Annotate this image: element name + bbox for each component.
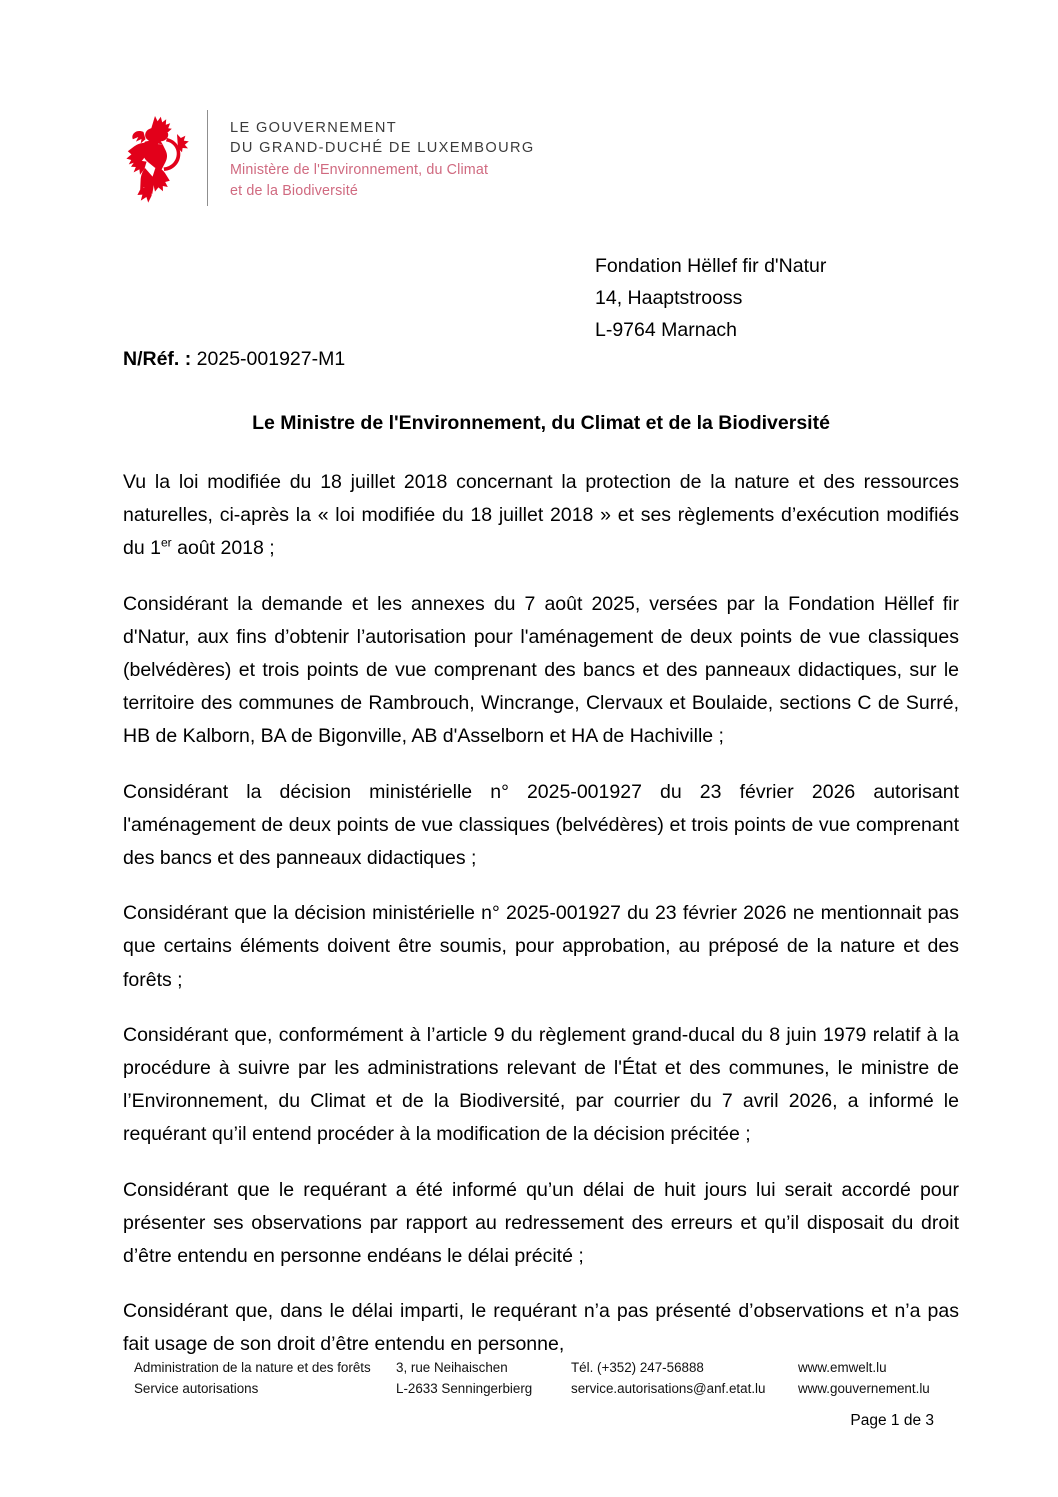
footer-website-gouvernement[interactable]: www.gouvernement.lu: [798, 1381, 930, 1396]
paragraph-1-part-b: août 2018 ;: [171, 537, 275, 560]
page-number: Page 1 de 3: [850, 1412, 934, 1429]
footer-web-column: [798, 1357, 944, 1399]
footer-service-name: Service autorisations: [134, 1381, 259, 1396]
paragraph-7: Considérant que, dans le délai imparti, le requérant n’a pas présenté d’observations et n’a pas fait usage de son droit d’être entendu en personne,: [123, 1300, 959, 1356]
recipient-address: [595, 250, 826, 346]
footer-website-emwelt[interactable]: www.emwelt.lu: [798, 1360, 887, 1375]
ministry-line-1: Ministère de l'Environnement, du Climat: [230, 162, 489, 178]
footer-phone: Tél. (+352) 247-56888: [571, 1360, 704, 1375]
footer-street: 3, rue Neihaischen: [396, 1360, 508, 1375]
paragraph-1: [123, 466, 959, 566]
footer-department-column: [134, 1357, 396, 1399]
footer-address-column: [396, 1357, 571, 1399]
government-line-2: DU GRAND-DUCHÉ DE LUXEMBOURG: [230, 140, 535, 156]
letterhead-text: [230, 108, 535, 202]
paragraph-1-part-a: Vu la loi modifiée du 18 juillet 2018 concernant la protection de la nature et des ressources naturelles, ci-après la « loi modifiée du 18 juillet 2018 » et ses règlements d’exécution modifiés du 1: [123, 471, 959, 560]
reference-label: N/Réf. :: [123, 348, 192, 370]
recipient-city: L-9764 Marnach: [595, 319, 738, 341]
government-line-1: LE GOUVERNEMENT: [230, 120, 398, 136]
paragraph-3: Considérant la décision ministérielle n° 2025-001927 du 23 février 2026 autorisant l'aménagement de deux points de vue classiques (belvédères) et trois points de vue comprenant des bancs et des panneaux didactiques ;: [123, 780, 959, 870]
paragraph-5: Considérant que, conformément à l’article 9 du règlement grand-ducal du 8 juin 1979 relatif à la procédure à suivre par les administrations relevant de l'État et des communes, le ministre de l’Environnement, du Climat et de la Biodiversité, par courrier du 7 avril 2026, a informé le requérant qu’il entend procéder à la modification de la décision précitée ;: [123, 1023, 959, 1146]
page-footer: [134, 1357, 944, 1399]
letterhead: [123, 108, 535, 208]
page-title: Le Ministre de l'Environnement, du Climat et de la Biodiversité: [252, 412, 830, 434]
paragraph-2: Considérant la demande et les annexes du 7 août 2025, versées par la Fondation Hëllef fir d'Natur, aux fins d’obtenir l’autorisation pour l'aménagement de deux points de vue classiques (belvédères) et trois points de vue comprenant des bancs et des panneaux didactiques, sur le territoire des communes de Rambrouch, Wincrange, Clervaux et Boulaide, sections C de Surré, HB de Kalborn, BA de Bigonville, AB d'Asselborn et HA de Hachiville ;: [123, 592, 959, 748]
paragraph-6: Considérant que le requérant a été informé qu’un délai de huit jours lui serait accordé pour présenter ses observations par rapport au redressement des erreurs et qu’il disposait du droit d’être entendu en personne endéans le délai précité ;: [123, 1178, 959, 1268]
luxembourg-lion-crest-icon: [123, 108, 189, 208]
footer-email[interactable]: service.autorisations@anf.etat.lu: [571, 1381, 766, 1396]
footer-department-name: Administration de la nature et des forêts: [134, 1360, 371, 1375]
document-body: [123, 466, 959, 1362]
recipient-name: Fondation Hëllef fir d'Natur: [595, 255, 827, 277]
paragraph-1-superscript: er: [160, 535, 172, 550]
reference-value: 2025-001927-M1: [196, 348, 346, 370]
recipient-street: 14, Haaptstrooss: [595, 287, 743, 309]
reference-line: [123, 345, 345, 373]
ministry-line-2: et de la Biodiversité: [230, 183, 358, 199]
paragraph-4: Considérant que la décision ministérielle n° 2025-001927 du 23 février 2026 ne mentionnait pas que certains éléments doivent être soumis, pour approbation, au préposé de la nature et des forêts ;: [123, 902, 959, 991]
letterhead-divider: [207, 110, 208, 206]
footer-contact-column: [571, 1357, 798, 1399]
footer-postal-city: L-2633 Senningerbierg: [396, 1381, 533, 1396]
